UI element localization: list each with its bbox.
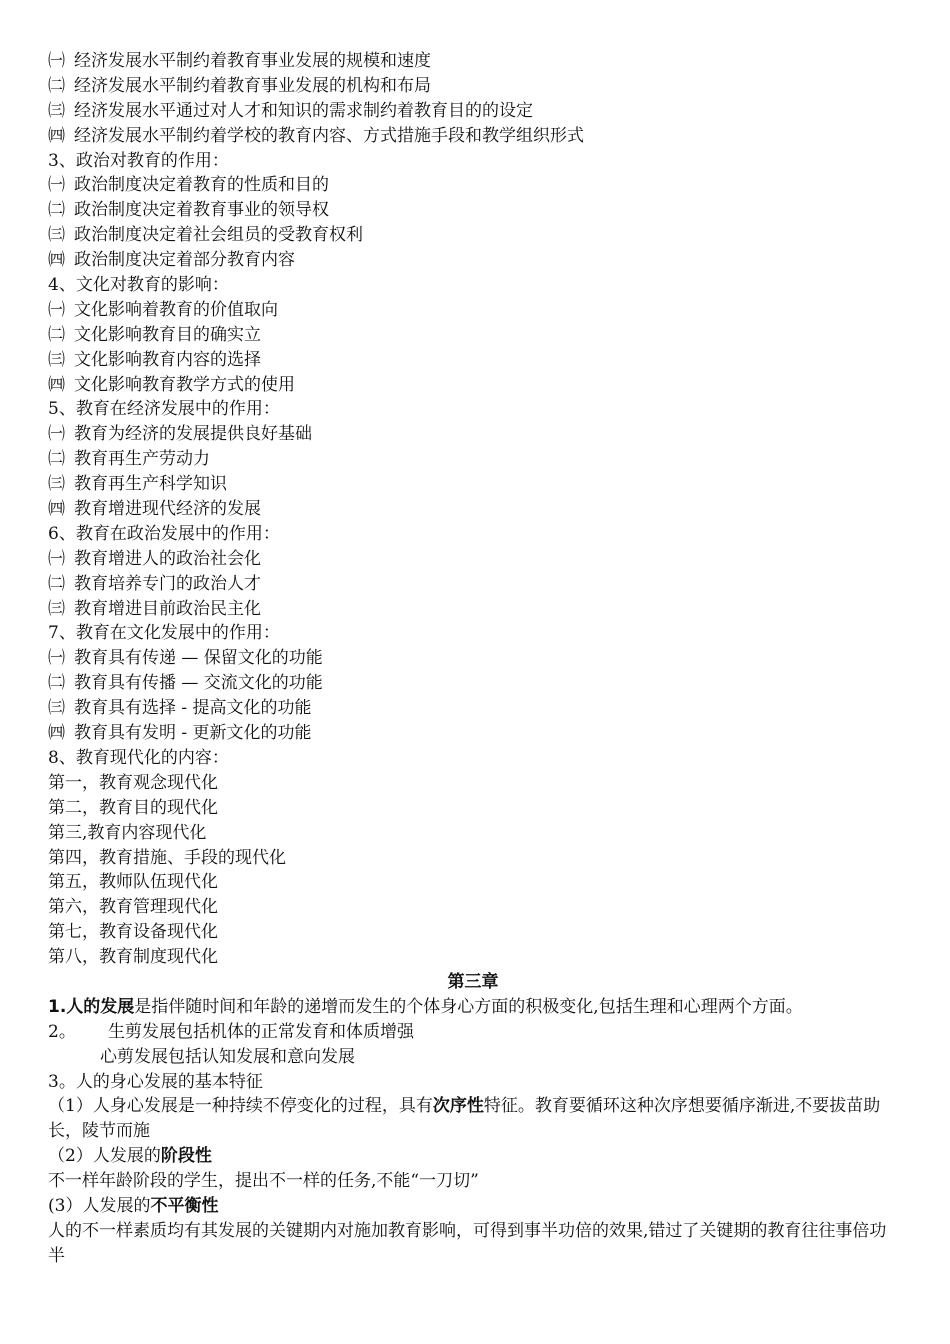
list-item [48,124,898,149]
list-item: 第二，教育目的现代化 [48,797,218,818]
list-item [48,223,898,248]
item-text: 经济发展水平通过对人才和知识的需求制约着教育目的的设定 [74,100,533,121]
item-number: ㈢ [48,100,65,121]
list-item [48,671,898,696]
item-number: ㈢ [48,698,65,719]
feature-imbalance-text: 人的不一样素质均有其发展的关键期内对施加教育影响，可得到事半功倍的效果,错过了关键期的教育往往事倍功半 [48,1220,887,1266]
list-item [48,572,898,597]
term-bold: 阶段性 [160,1146,212,1167]
feature-text: （1）人身心发展是一种持续不停变化的过程，具有 [48,1096,433,1117]
item-text: 教育为经济的发展提供良好基础 [74,424,312,445]
paragraph-human-development [48,995,898,1020]
item-number: ㈡ [48,324,65,345]
term-bold: 次序性 [432,1096,484,1117]
section-title: 5、教育在经济发展中的作用： [48,399,280,420]
paragraph-2-line-2: 心剪发展包括认知发展和意向发展 [100,1046,355,1067]
item-number: ㈢ [48,349,65,370]
item-number: ㈠ [48,548,65,569]
paragraph-number: 2。 [48,1021,76,1042]
item-number: ㈠ [48,299,65,320]
item-number: ㈢ [48,474,65,495]
item-text: 教育增进人的政治社会化 [74,548,261,569]
list-item [48,646,898,671]
list-item [48,472,898,497]
list-item: 第五，教师队伍现代化 [48,872,218,893]
item-number: ㈠ [48,51,65,71]
item-number: ㈣ [48,374,65,395]
paragraph-number: 1. [48,996,67,1017]
paragraph-text: 是指伴随时间和年龄的递增而发生的个体身心方面的积极变化,包括生理和心理两个方面。 [134,996,803,1017]
economy-list [48,49,898,149]
term-bold: 不平衡性 [150,1196,219,1217]
section-title: 8、教育现代化的内容： [48,747,229,768]
item-text: 文化影响教育目的确实立 [74,324,261,345]
section-4 [48,273,898,397]
list-item [48,696,898,721]
list-item [48,721,898,746]
item-number: ㈡ [48,573,65,594]
list-item: 第六，教育管理现代化 [48,897,218,918]
list-item [48,348,898,373]
item-number: ㈢ [48,598,65,619]
term-bold: 人的发展 [66,996,135,1017]
list-item: 第一，教育观念现代化 [48,772,218,793]
section-title: 4、文化对教育的影响： [48,275,229,296]
paragraph-2-line-1 [48,1020,898,1045]
item-text: 文化影响着教育的价值取向 [74,299,278,320]
item-number: ㈡ [48,449,65,470]
list-item [48,497,898,522]
section-3 [48,149,898,273]
item-text: 教育再生产劳动力 [74,449,210,470]
feature-imbalance-title [48,1194,898,1219]
item-text: 文化影响教育教学方式的使用 [74,374,295,395]
list-item [48,49,898,74]
item-number: ㈡ [48,673,65,694]
section-6 [48,522,898,622]
list-item [48,99,898,124]
section-title: 6、教育在政治发展中的作用： [48,523,280,544]
list-item [48,373,898,398]
list-item [48,248,898,273]
section-title: 7、教育在文化发展中的作用： [48,623,280,644]
chapter-heading: 第三章 [447,971,499,992]
list-item: 第七，教育设备现代化 [48,922,218,943]
item-number: ㈠ [48,648,65,669]
item-number: ㈠ [48,424,65,445]
list-item [48,198,898,223]
item-text: 教育具有发明 - 更新文化的功能 [74,723,312,744]
feature-text: （2）人发展的 [48,1146,161,1167]
list-item [48,447,898,472]
list-item [48,298,898,323]
section-5 [48,397,898,521]
item-number: ㈠ [48,175,65,196]
list-item: 第四，教育措施、手段的现代化 [48,847,286,868]
item-number: ㈢ [48,225,65,246]
item-text: 教育增进现代经济的发展 [74,499,261,520]
item-number: ㈡ [48,75,65,96]
list-item [48,323,898,348]
item-text: 教育培养专门的政治人才 [74,573,261,594]
item-text: 教育具有选择 - 提高文化的功能 [74,698,312,719]
section-title: 3、政治对教育的作用： [48,150,229,171]
item-text: 教育具有传播 — 交流文化的功能 [74,673,323,694]
chapter-3 [48,970,898,1269]
paragraph-3-title: 3。人的身心发展的基本特征 [48,1071,263,1092]
list-item [48,422,898,447]
list-item [48,547,898,572]
item-text: 教育具有传递 — 保留文化的功能 [74,648,323,669]
item-number: ㈣ [48,723,65,744]
item-text: 政治制度决定着部分教育内容 [74,250,295,271]
item-number: ㈣ [48,250,65,271]
item-text: 政治制度决定着教育事业的领导权 [74,200,329,221]
section-7 [48,621,898,745]
feature-stage-text: 不一样年龄阶段的学生，提出不一样的任务,不能“一刀切” [48,1171,479,1192]
item-number: ㈡ [48,200,65,221]
feature-stage-title [48,1144,898,1169]
document-content [48,49,898,1269]
feature-text: 特征。教育要循环这种次序想要循序渐进,不要拔苗助长，陵节而施 [48,1096,881,1142]
item-text: 经济发展水平制约着教育事业发展的机构和布局 [74,75,431,96]
list-item [48,597,898,622]
paragraph-text: 生剪发展包括机体的正常发育和体质增强 [108,1021,414,1042]
feature-text: (3）人发展的 [48,1196,151,1217]
list-item [48,173,898,198]
section-8 [48,746,898,970]
item-text: 经济发展水平制约着教育事业发展的规模和速度 [74,51,431,71]
item-number: ㈣ [48,125,65,146]
item-text: 文化影响教育内容的选择 [74,349,261,370]
list-item [48,74,898,99]
feature-sequence [48,1094,898,1144]
item-text: 政治制度决定着社会组员的受教育权利 [74,225,363,246]
item-text: 政治制度决定着教育的性质和目的 [74,175,329,196]
list-item: 第三,教育内容现代化 [48,822,207,843]
item-text: 教育增进目前政治民主化 [74,598,261,619]
list-item: 第八，教育制度现代化 [48,947,218,968]
item-text: 教育再生产科学知识 [74,474,227,495]
item-number: ㈣ [48,499,65,520]
item-text: 经济发展水平制约着学校的教育内容、方式措施手段和教学组织形式 [74,125,584,146]
